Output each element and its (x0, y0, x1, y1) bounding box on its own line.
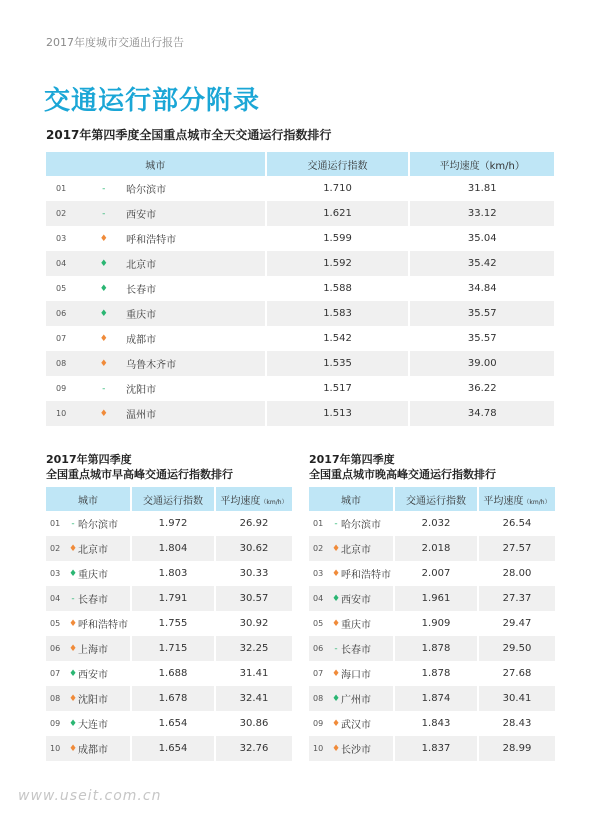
traffic-index: 1.654 (132, 711, 216, 736)
column-header-city: 城市 (46, 487, 132, 511)
trend-down-icon: ♦ (99, 283, 108, 294)
column-header-speed (216, 487, 292, 511)
traffic-index: 1.513 (267, 401, 411, 426)
rank-number: 02 (46, 201, 81, 226)
city-name: 重庆市 (78, 561, 132, 586)
trend-flat-icon: - (71, 518, 75, 529)
traffic-index: 1.535 (267, 351, 411, 376)
table-row (309, 636, 555, 661)
evening-peak-ranking-body (309, 511, 555, 761)
table-header-row (46, 152, 554, 176)
table-row (46, 351, 554, 376)
rank-number: 03 (313, 569, 324, 578)
city-name: 哈尔滨市 (341, 511, 395, 536)
table-row (46, 226, 554, 251)
trend-flat-icon: - (68, 586, 78, 611)
city-name: 大连市 (78, 711, 132, 736)
rank-number: 06 (46, 636, 68, 661)
table-row (46, 401, 554, 426)
table-row (46, 201, 554, 226)
trend-up-icon: ♦ (331, 618, 341, 629)
traffic-index: 1.592 (267, 251, 411, 276)
city-name: 乌鲁木齐市 (126, 351, 266, 376)
rank-number: 01 (50, 519, 61, 528)
rank-number: 04 (46, 251, 81, 276)
morning-peak-ranking-body (46, 511, 292, 761)
traffic-index: 1.654 (132, 736, 216, 761)
table-row (46, 536, 292, 561)
trend-down-icon: ♦ (68, 718, 78, 729)
trend-flat-icon: - (334, 518, 338, 529)
city-name: 北京市 (78, 536, 132, 561)
traffic-index: 1.878 (395, 661, 479, 686)
average-speed: 28.99 (479, 736, 555, 761)
rank-number: 08 (46, 686, 68, 711)
column-header-city: 城市 (309, 487, 395, 511)
trend-up-icon: ♦ (68, 536, 78, 561)
table-row (46, 561, 292, 586)
trend-down-icon: ♦ (331, 686, 341, 711)
traffic-index: 1.755 (132, 611, 216, 636)
table-row (309, 611, 555, 636)
table-header-row (46, 487, 292, 511)
city-name: 西安市 (341, 586, 395, 611)
evening-title-line2: 全国重点城市晚高峰交通运行指数排行 (309, 468, 496, 481)
rank-number: 09 (56, 384, 67, 393)
trend-down-icon: ♦ (68, 568, 78, 579)
speed-label: 平均速度 (483, 495, 524, 507)
traffic-index: 1.961 (395, 586, 479, 611)
average-speed: 35.57 (410, 301, 554, 326)
city-name: 长春市 (126, 276, 266, 301)
traffic-index: 1.710 (267, 176, 411, 201)
column-header-city: 城市 (46, 152, 267, 176)
average-speed: 30.33 (239, 568, 269, 579)
traffic-index: 2.032 (395, 511, 479, 536)
city-name: 长春市 (78, 586, 132, 611)
trend-down-icon: ♦ (68, 668, 78, 679)
page-title: 交通运行部分附录 (44, 86, 261, 116)
city-name: 重庆市 (341, 611, 395, 636)
rank-number: 07 (56, 334, 67, 343)
table-row (309, 661, 555, 686)
trend-up-icon: ♦ (81, 351, 126, 376)
rank-number: 08 (309, 686, 331, 711)
traffic-index: 1.678 (132, 686, 216, 711)
trend-up-icon: ♦ (68, 686, 78, 711)
trend-down-icon: ♦ (81, 301, 126, 326)
trend-up-icon: ♦ (331, 568, 341, 579)
table-row (46, 376, 554, 401)
average-speed: 34.78 (410, 401, 554, 426)
average-speed: 31.81 (467, 183, 497, 194)
average-speed: 36.22 (467, 383, 497, 394)
traffic-index: 1.621 (267, 201, 411, 226)
trend-up-icon: ♦ (99, 333, 108, 344)
rank-number: 10 (46, 401, 81, 426)
table-row (309, 686, 555, 711)
city-name: 北京市 (126, 251, 266, 276)
average-speed: 30.57 (216, 586, 292, 611)
average-speed: 28.00 (502, 568, 532, 579)
traffic-index: 1.874 (395, 686, 479, 711)
evening-title-line1: 2017年第四季度 (309, 453, 395, 466)
trend-up-icon: ♦ (331, 736, 341, 761)
average-speed: 35.42 (410, 251, 554, 276)
table-row (309, 736, 555, 761)
trend-flat-icon: - (102, 383, 106, 394)
table-row (46, 686, 292, 711)
average-speed: 32.25 (216, 636, 292, 661)
city-name: 沈阳市 (126, 376, 266, 401)
rank-number: 09 (50, 719, 61, 728)
rank-number: 07 (50, 669, 61, 678)
trend-up-icon: ♦ (68, 618, 78, 629)
traffic-index: 2.007 (395, 561, 479, 586)
morning-peak-ranking-table (46, 487, 292, 761)
rank-number: 04 (46, 586, 68, 611)
trend-flat-icon: - (331, 636, 341, 661)
all-day-ranking-table (46, 152, 554, 426)
rank-number: 05 (313, 619, 324, 628)
city-name: 呼和浩特市 (341, 561, 395, 586)
trend-up-icon: ♦ (68, 636, 78, 661)
rank-number: 08 (46, 351, 81, 376)
city-name: 广州市 (341, 686, 395, 711)
average-speed: 35.57 (467, 333, 497, 344)
rank-number: 01 (56, 184, 67, 193)
average-speed: 33.12 (410, 201, 554, 226)
traffic-index: 1.878 (395, 636, 479, 661)
all-day-ranking-body (46, 176, 554, 426)
traffic-index: 1.804 (132, 536, 216, 561)
morning-title-line2: 全国重点城市早高峰交通运行指数排行 (46, 468, 233, 481)
table-row (309, 536, 555, 561)
table-row (46, 586, 292, 611)
speed-unit: （km/h） (260, 498, 288, 506)
table-row (46, 251, 554, 276)
table-row (46, 711, 292, 736)
table-row (46, 176, 554, 201)
city-name: 呼和浩特市 (78, 611, 132, 636)
city-name: 沈阳市 (78, 686, 132, 711)
rank-number: 09 (313, 719, 324, 728)
rank-number: 06 (46, 301, 81, 326)
average-speed: 27.57 (479, 536, 555, 561)
table-header-row (309, 487, 555, 511)
morning-title-line1: 2017年第四季度 (46, 453, 132, 466)
trend-up-icon: ♦ (81, 401, 126, 426)
trend-flat-icon: - (102, 183, 106, 194)
column-header-index: 交通运行指数 (132, 487, 216, 511)
traffic-index: 1.583 (267, 301, 411, 326)
traffic-index: 1.517 (267, 376, 411, 401)
table-row (46, 636, 292, 661)
traffic-index: 1.803 (132, 561, 216, 586)
traffic-index: 1.972 (132, 511, 216, 536)
traffic-index: 1.715 (132, 636, 216, 661)
speed-unit: （km/h） (523, 498, 551, 506)
rank-number: 05 (50, 619, 61, 628)
traffic-index: 1.791 (132, 586, 216, 611)
average-speed: 28.43 (502, 718, 532, 729)
average-speed: 30.92 (239, 618, 269, 629)
trend-up-icon: ♦ (331, 718, 341, 729)
traffic-index: 1.599 (267, 226, 411, 251)
city-name: 呼和浩特市 (126, 226, 266, 251)
main-table-title: 2017年第四季度全国重点城市全天交通运行指数排行 (46, 128, 332, 142)
average-speed: 30.62 (216, 536, 292, 561)
average-speed: 26.92 (239, 518, 269, 529)
city-name: 成都市 (78, 736, 132, 761)
city-name: 北京市 (341, 536, 395, 561)
rank-number: 03 (50, 569, 61, 578)
trend-down-icon: ♦ (81, 251, 126, 276)
report-header: 2017年度城市交通出行报告 (46, 36, 184, 49)
average-speed: 26.54 (502, 518, 532, 529)
table-row (46, 276, 554, 301)
rank-number: 06 (309, 636, 331, 661)
rank-number: 01 (313, 519, 324, 528)
traffic-index: 1.542 (267, 326, 411, 351)
table-row (309, 561, 555, 586)
rank-number: 07 (313, 669, 324, 678)
speed-label: 平均速度 (220, 495, 261, 507)
city-name: 温州市 (126, 401, 266, 426)
traffic-index: 1.843 (395, 711, 479, 736)
average-speed: 34.84 (467, 283, 497, 294)
column-header-index: 交通运行指数 (267, 152, 411, 176)
table-row (46, 661, 292, 686)
traffic-index: 1.909 (395, 611, 479, 636)
average-speed: 30.86 (239, 718, 269, 729)
rank-number: 02 (309, 536, 331, 561)
city-name: 上海市 (78, 636, 132, 661)
city-name: 重庆市 (126, 301, 266, 326)
rank-number: 02 (46, 536, 68, 561)
rank-number: 04 (309, 586, 331, 611)
city-name: 长沙市 (341, 736, 395, 761)
average-speed: 32.76 (216, 736, 292, 761)
average-speed: 27.37 (479, 586, 555, 611)
average-speed: 39.00 (410, 351, 554, 376)
city-name: 海口市 (341, 661, 395, 686)
trend-up-icon: ♦ (68, 736, 78, 761)
trend-flat-icon: - (81, 201, 126, 226)
traffic-index: 1.837 (395, 736, 479, 761)
average-speed: 35.04 (467, 233, 497, 244)
table-row (46, 736, 292, 761)
rank-number: 10 (309, 736, 331, 761)
evening-table-title (309, 452, 496, 482)
morning-table-title (46, 452, 233, 482)
city-name: 长春市 (341, 636, 395, 661)
average-speed: 30.41 (479, 686, 555, 711)
average-speed: 31.41 (239, 668, 269, 679)
rank-number: 03 (56, 234, 67, 243)
city-name: 西安市 (78, 661, 132, 686)
table-row (309, 511, 555, 536)
rank-number: 05 (56, 284, 67, 293)
column-header-speed: 平均速度（km/h） (410, 152, 554, 176)
trend-up-icon: ♦ (99, 233, 108, 244)
city-name: 西安市 (126, 201, 266, 226)
average-speed: 29.50 (479, 636, 555, 661)
watermark: www.useit.com.cn (18, 788, 162, 804)
trend-up-icon: ♦ (331, 668, 341, 679)
city-name: 哈尔滨市 (126, 176, 266, 201)
table-row (46, 611, 292, 636)
table-row (309, 586, 555, 611)
column-header-index: 交通运行指数 (395, 487, 479, 511)
evening-peak-ranking-table (309, 487, 555, 761)
table-row (46, 326, 554, 351)
average-speed: 29.47 (502, 618, 532, 629)
trend-up-icon: ♦ (331, 536, 341, 561)
table-row (309, 711, 555, 736)
table-row (46, 301, 554, 326)
table-row (46, 511, 292, 536)
average-speed: 27.68 (502, 668, 532, 679)
city-name: 成都市 (126, 326, 266, 351)
city-name: 武汉市 (341, 711, 395, 736)
city-name: 哈尔滨市 (78, 511, 132, 536)
traffic-index: 1.688 (132, 661, 216, 686)
traffic-index: 1.588 (267, 276, 411, 301)
column-header-speed (479, 487, 555, 511)
average-speed: 32.41 (216, 686, 292, 711)
trend-down-icon: ♦ (331, 586, 341, 611)
traffic-index: 2.018 (395, 536, 479, 561)
rank-number: 10 (46, 736, 68, 761)
